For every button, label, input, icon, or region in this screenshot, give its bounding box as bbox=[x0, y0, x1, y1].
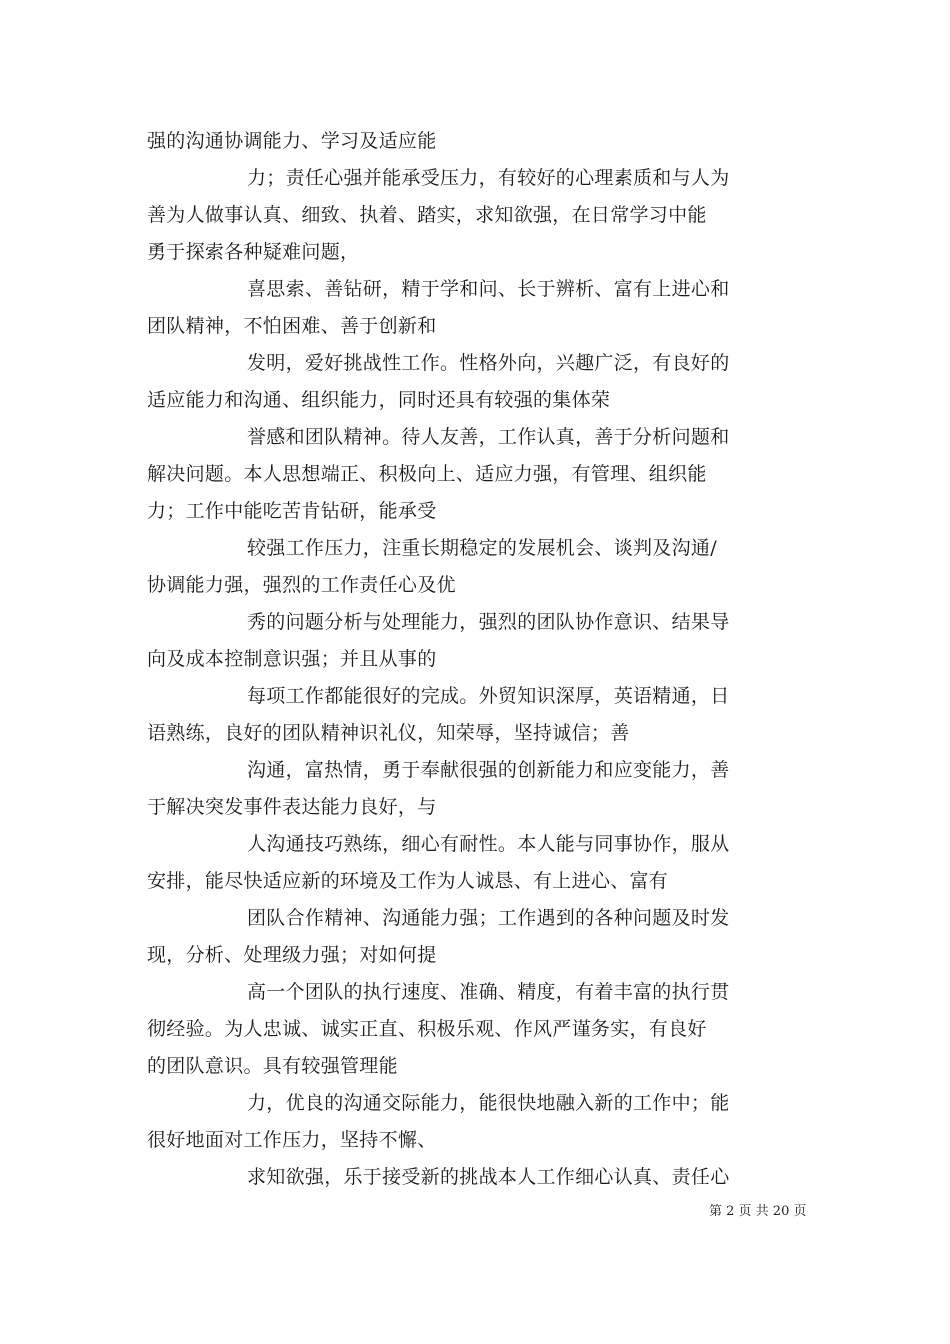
text-line: 安排，能尽快适应新的环境及工作为人诚恳、有上进心、富有 bbox=[147, 870, 669, 892]
text-line: 语熟练，良好的团队精神识礼仪，知荣辱，坚持诚信；善 bbox=[147, 722, 630, 744]
text-line: 求知欲强，乐于接受新的挑战本人工作细心认真、责任心 bbox=[247, 1166, 730, 1188]
text-line: 人沟通技巧熟练，细心有耐性。本人能与同事协作，服从 bbox=[247, 833, 730, 855]
text-line: 较强工作压力，注重长期稳定的发展机会、谈判及沟通/ bbox=[247, 537, 717, 559]
text-line: 誉感和团队精神。待人友善，工作认真，善于分析问题和 bbox=[247, 426, 730, 448]
text-line: 的团队意识。具有较强管理能 bbox=[147, 1055, 398, 1077]
text-line: 彻经验。为人忠诚、诚实正直、积极乐观、作风严谨务实，有良好 bbox=[147, 1018, 707, 1040]
page-number-footer: 第 2 页 共 20 页 bbox=[709, 1204, 807, 1219]
text-line: 协调能力强，强烈的工作责任心及优 bbox=[147, 574, 456, 596]
text-line: 秀的问题分析与处理能力，强烈的团队协作意识、结果导 bbox=[247, 611, 730, 633]
text-line: 很好地面对工作压力，坚持不懈、 bbox=[147, 1129, 437, 1151]
text-line: 沟通，富热情，勇于奉献很强的创新能力和应变能力，善 bbox=[247, 759, 730, 781]
text-line: 力；工作中能吃苦肯钻研，能承受 bbox=[147, 500, 437, 522]
text-line: 每项工作都能很好的完成。外贸知识深厚，英语精通，日 bbox=[247, 685, 730, 707]
text-line: 力，优良的沟通交际能力，能很快地融入新的工作中；能 bbox=[247, 1092, 730, 1114]
text-line: 于解决突发事件表达能力良好，与 bbox=[147, 796, 437, 818]
text-line: 高一个团队的执行速度、准确、精度，有着丰富的执行贯 bbox=[247, 981, 730, 1003]
text-line: 勇于探索各种疑难问题， bbox=[147, 241, 360, 263]
text-line: 力；责任心强并能承受压力，有较好的心理素质和与人为 bbox=[247, 167, 730, 189]
text-line: 善为人做事认真、细致、执着、踏实，求知欲强，在日常学习中能 bbox=[147, 204, 707, 226]
text-line: 团队精神，不怕困难、善于创新和 bbox=[147, 315, 437, 337]
text-line: 向及成本控制意识强；并且从事的 bbox=[147, 648, 437, 670]
body-text bbox=[147, 123, 817, 1196]
text-line: 解决问题。本人思想端正、积极向上、适应力强，有管理、组织能 bbox=[147, 463, 707, 485]
text-line: 团队合作精神、沟通能力强；工作遇到的各种问题及时发 bbox=[247, 907, 730, 929]
text-line: 喜思索、善钻研，精于学和问、长于辨析、富有上进心和 bbox=[247, 278, 730, 300]
text-line: 发明，爱好挑战性工作。性格外向，兴趣广泛，有良好的 bbox=[247, 352, 730, 374]
text-line: 适应能力和沟通、组织能力，同时还具有较强的集体荣 bbox=[147, 389, 611, 411]
text-line: 现，分析、处理级力强；对如何提 bbox=[147, 944, 437, 966]
text-line: 强的沟通协调能力、学习及适应能 bbox=[147, 130, 437, 152]
